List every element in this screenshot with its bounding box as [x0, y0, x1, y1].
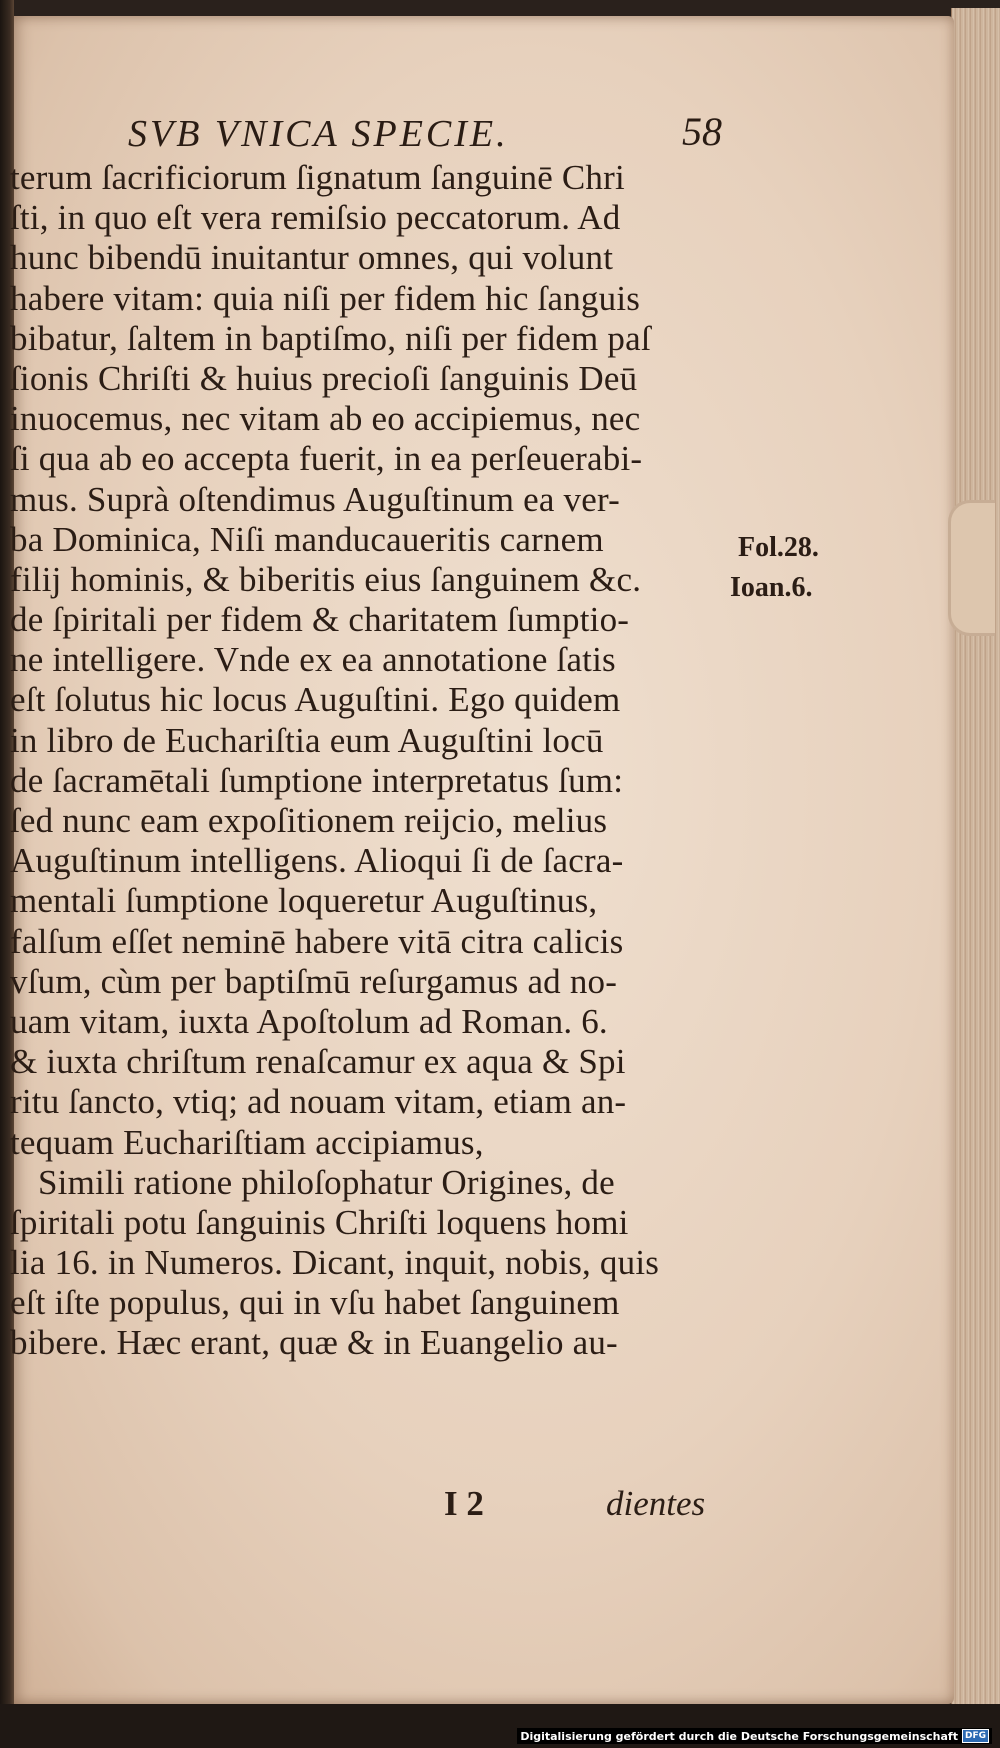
text-line: de ſpiritali per fidem & charitatem ſumptio-	[10, 600, 630, 640]
paragraph-start-line: Simili ratione philoſophatur Origines, de	[38, 1162, 615, 1202]
page-tab-marker	[948, 500, 995, 636]
catchword: dientes	[606, 1484, 706, 1523]
text-line: in libro de Euchariſtia eum Auguſtini locū	[10, 720, 604, 760]
text-line: ſed nunc eam expoſitionem reijcio, melius	[10, 801, 608, 840]
credit-text: Digitalisierung gefördert durch die Deutsche Forschungsgemeinschaft	[520, 1729, 958, 1743]
running-head: SVB VNICA SPECIE.	[128, 113, 509, 155]
text-line: vſum, cùm per baptiſmū reſurgamus ad no-	[10, 961, 618, 1001]
page-footer-line	[0, 1484, 940, 1534]
text-line: de ſacramētali ſumptione interpretatus ſum:	[10, 760, 624, 800]
text-line: bibere. Hæc erant, quæ & in Euangelio au-	[10, 1323, 618, 1363]
text-line: ne intelligere. Vnde ex ea annotatione ſatis	[10, 640, 616, 680]
text-line: falſum eſſet neminē habere vitā citra calicis	[10, 921, 624, 961]
page-edges	[951, 8, 1000, 1708]
text-line: eſt ſolutus hic locus Auguſtini. Ego quidem	[10, 680, 621, 720]
digitization-credit	[517, 1728, 992, 1744]
text-line: habere vitam: quia niſi per fidem hic ſanguis	[10, 278, 641, 318]
text-line: hunc bibendū inuitantur omnes, qui volunt	[10, 238, 614, 278]
text-line: ſpiritali potu ſanguinis Chriſti loquens homi	[10, 1202, 629, 1242]
text-line: ſionis Chriſti & huius precioſi ſanguinis Deū	[10, 358, 638, 398]
margin-note-fol: Fol.28.	[738, 532, 819, 563]
text-line: & iuxta chriſtum renaſcamur ex aqua & Spi	[10, 1042, 626, 1082]
page-header	[0, 109, 940, 162]
text-line: eſt iſte populus, qui in vſu habet ſanguinem	[10, 1283, 620, 1323]
text-line: tequam Euchariſtiam accipiamus,	[10, 1122, 484, 1162]
text-line: lia 16. in Numeros. Dicant, inquit, nobis, quis	[10, 1243, 660, 1283]
dfg-logo-icon: DFG	[962, 1729, 989, 1743]
text-line: mus. Suprà oſtendimus Auguſtinum ea ver-	[10, 479, 621, 519]
body-text	[10, 158, 730, 1364]
text-line: Auguſtinum intelligens. Alioqui ſi de ſacra-	[10, 841, 624, 881]
text-line: bibatur, ſaltem in baptiſmo, niſi per fidem paſ	[10, 318, 651, 358]
text-line: ritu ſancto, vtiq; ad nouam vitam, etiam an-	[10, 1082, 627, 1122]
text-line: inuocemus, nec vitam ab eo accipiemus, nec	[10, 399, 641, 439]
text-line: terum ſacrificiorum ſignatum ſanguinē Chri	[10, 158, 625, 197]
margin-note-ioan: Ioan.6.	[730, 572, 813, 603]
text-line: uam vitam, iuxta Apoſtolum ad Roman. 6.	[10, 1001, 608, 1041]
text-line: ſti, in quo eſt vera remiſsio peccatorum. Ad	[10, 198, 621, 238]
page-number: 58	[682, 109, 722, 154]
text-line: ba Dominica, Niſi manducaueritis carnem	[10, 519, 604, 559]
text-line: mentali ſumptione loqueretur Auguſtinus,	[10, 881, 598, 921]
signature-mark: I 2	[444, 1484, 484, 1523]
text-line: filij hominis, & biberitis eius ſanguinem &c.	[10, 559, 642, 599]
text-line: ſi qua ab eo accepta fuerit, in ea perſeuerabi-	[10, 439, 643, 479]
